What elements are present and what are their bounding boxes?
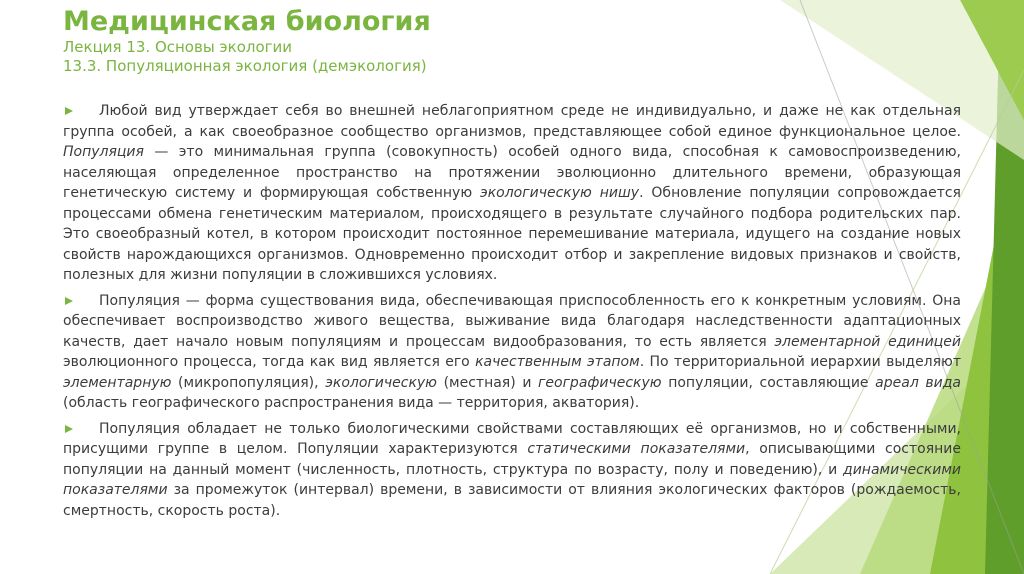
triangle-bullet-icon — [65, 297, 73, 305]
emphasized-term: Популяция — [63, 144, 144, 160]
bullet-text-run: эволюционного процесса, тогда как вид является его — [63, 354, 476, 370]
bullet-paragraph — [63, 419, 961, 522]
bullet-text-run: Популяция — форма существования вида, обеспечивающая приспособленность его к конкретным условиям. Она обеспечивает воспроизводство живого вещества, выживание вида благодаря наследственности адаптационных качеств, дает начало новым популяциям и процессам видообразования, то есть является — [63, 292, 961, 350]
triangle-bullet-icon — [65, 107, 73, 115]
bullet-paragraph — [63, 291, 961, 414]
slide-subtitle-section: 13.3. Популяционная экология (демэкология) — [63, 57, 427, 75]
emphasized-term: элементарную — [63, 374, 172, 391]
emphasized-term: ареал вида — [875, 374, 962, 391]
emphasized-term: географическую — [538, 374, 662, 391]
bullet-text-run: Любой вид утверждает себя во внешней неблагоприятном среде не индивидуально, и даже не как отдельная группа особей, а как своеобразное сообщество организмов, представляющее собой единое функциональное целое. — [63, 103, 961, 140]
bullet-text-run: Популяция обладает не только биологическими свойствами составляющих её организмов, но и собственными, присущими группе в целом. Популяции характеризуются — [63, 420, 961, 457]
bullet-paragraph — [63, 101, 961, 286]
emphasized-term: элементарной единицей — [774, 333, 961, 350]
bullet-text-run: за промежуток (интервал) времени, в зависимости от влияния экологических факторов (рождаемость, смертность, скорость роста). — [63, 482, 961, 519]
bullet-text-run: популяции, составляющие — [661, 374, 876, 391]
bullet-text-run: (местная) и — [436, 374, 539, 391]
bullet-text-run: — это минимальная группа (совокупность) особей одного вида, способная к самовоспроизведению, населяющая определенное пространство на протяжении эволюционно длительного времени, образующая генетическую систему и формирующая собственную — [63, 144, 961, 201]
triangle-bullet-icon — [65, 425, 73, 433]
emphasized-term: экологическую — [325, 374, 437, 391]
slide-header — [63, 6, 823, 76]
emphasized-term: экологическую нишу — [480, 185, 640, 201]
bullet-text-run: . Обновление популяции сопровождается процессами обмена генетическим материалом, происходящего в результате случайного подбора родительских пар. Это своеобразный котел, в котором происходит постоянное перемешивание материала, идущего на создание новых свойств нарождающихся организмов. Одновременно происходит отбор и закрепление видовых признаков и свойств, полезных для жизни популяции в сложившихся условиях. — [63, 185, 961, 283]
emphasized-term: статическими показателями — [527, 441, 746, 457]
emphasized-term: динамическими показателями — [63, 461, 961, 498]
emphasized-term: качественным этапом — [475, 354, 640, 370]
bullet-text-run: . По территориальной иерархии выделяют — [639, 354, 961, 370]
bullet-text-run: , описывающими состояние популяции на данный момент (численность, плотность, структура по возрасту, полу и поведению), и — [63, 441, 962, 478]
slide-title: Медицинская биология — [63, 6, 431, 37]
bullet-text-run: (область географического распространения вида — территория, акватория). — [63, 395, 640, 411]
bullet-text-run: (микропопуляция), — [171, 374, 326, 391]
slide-body — [63, 101, 961, 526]
slide-subtitle-lecture: Лекция 13. Основы экологии — [63, 38, 293, 56]
